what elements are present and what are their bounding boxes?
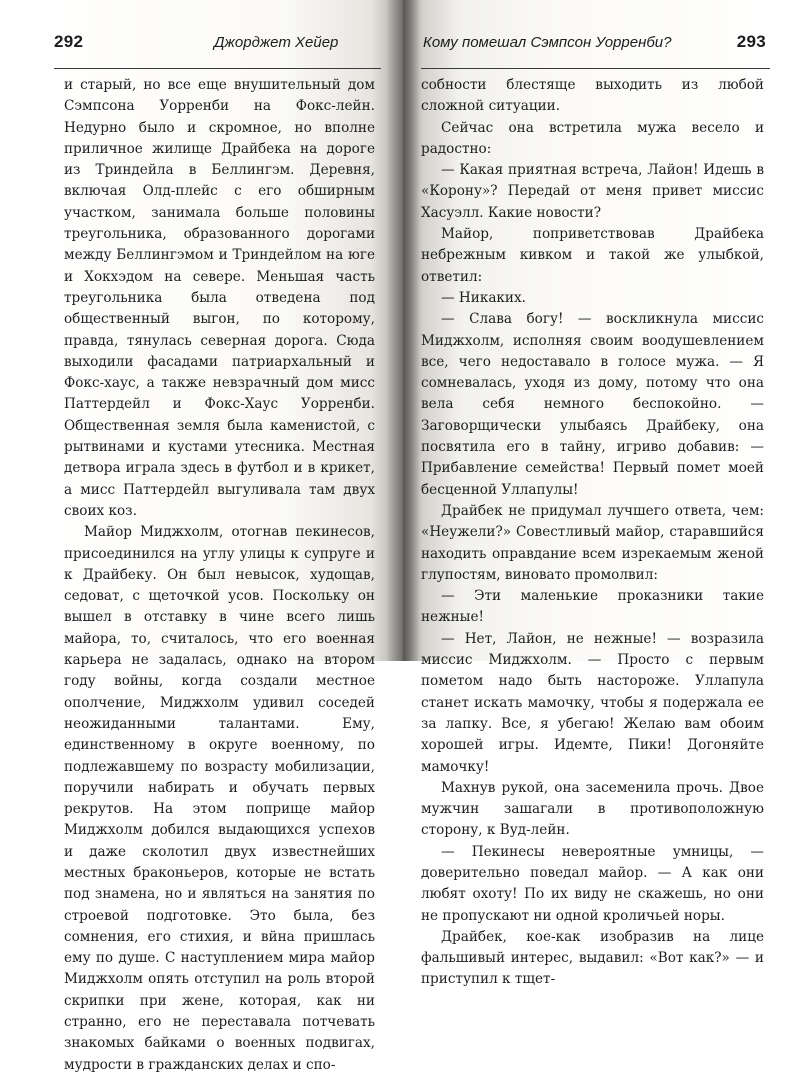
right-paragraph-5: — Никаких. <box>441 289 526 306</box>
left-page-number: 292 <box>54 32 84 51</box>
right-paragraph-6: — Слава богу! — воскликнула миссис Миджхолм, исполняя своим воодушевлением все, чего недоставало в голосе мужа. — Я сомневалась, уходя из дому, потому что она вела себя немного беспокойно. — Заговорщически улыбаясь Драйбеку, она посвятила его в тайну, игриво добавив: — Прибавление семейства! Первый помет моей бесценной Уллапулы! <box>421 311 764 498</box>
right-paragraph-12: Драйбек, кое-как изобразив на лице фальшивый интерес, выдавил: «Вот как?» — и приступил к тщет- <box>421 928 764 988</box>
right-body-text <box>421 75 764 991</box>
right-paragraph-8: — Эти маленькие проказники такие нежные! <box>421 588 764 626</box>
right-paragraph-7: Драйбек не придумал лучшего ответа, чем: «Неужели?» Совестливый майор, старавшийся находить оправдание всем изрекаемым женой глупостям, виновато промолвил: <box>421 502 764 583</box>
left-running-head <box>54 18 381 69</box>
left-body-text <box>64 75 375 1076</box>
right-paragraph-9: — Нет, Лайон, не нежные! — возразила миссис Миджхолм. — Просто с первым пометом надо быть настороже. Уллапула станет искать мамочку, чтобы я подержала ее за лапку. Все, я убегаю! Желаю вам обоим хорошей игры. Идемте, Пики! Догоняйте мамочку! <box>421 630 764 775</box>
right-running-head <box>421 18 770 69</box>
right-paragraph-3: — Какая приятная встреча, Лайон! Идешь в «Корону»? Передай от меня привет миссис Хасуэлл. Какие новости? <box>421 162 764 221</box>
right-paragraph-11: — Пекинесы невероятные умницы, — доверительно поведал майор. — А как они любят охоту! По их виду не скажешь, но они не пропускают ни одной кроличьей норы. <box>421 843 764 924</box>
right-paragraph-4: Майор, поприветствовав Драйбека небрежным кивком и такой же улыбкой, ответил: <box>421 226 764 285</box>
right-page-number: 293 <box>736 32 766 51</box>
right-running-head-title: Кому помешал Сэмпсон Уорренби? <box>423 34 672 51</box>
left-paragraph-1: и старый, но все еще внушительный дом Сэмпсона Уорренби на Фокс-лейн. Недурно было и скромное, но вполне приличное жилище Драйбека на дороге из Триндейла в Беллингэм. Деревня, включая Олд-плейс с его обширным участком, занимала больше половины треугольника, образованного дорогами между Беллингэмом и Триндейлом на юге и Хокхэдом на севере. Меньшая часть треугольника была отведена под общественный выгон, по которому, правда, тянулась северная дорога. Сюда выходили фасадами патриархальный и Фокс-хаус, а также невзрачный дом мисс Паттердейл и Фокс-Хаус Уорренби. Общественная земля была каменистой, с рытвинами и кустами утесника. Местная детвора играла здесь в футбол и в крикет, а мисс Паттердейл выгуливала там двух своих коз. <box>64 77 375 519</box>
right-paragraph-10: Махнув рукой, она засеменила прочь. Двое мужчин зашагали в противоположную сторону, к Вуд-лейн. <box>421 779 764 839</box>
right-paragraph-2: Сейчас она встретила мужа весело и радостно: <box>421 119 764 157</box>
right-paragraph-1: собности блестяще выходить из любой сложной ситуации. <box>421 77 764 115</box>
left-paragraph-2: Майор Миджхолм, отогнав пекинесов, присоединился на углу улицы к супруге и к Драйбеку. Он был невысок, худощав, седоват, с щеточкой усов. Поскольку он вышел в отставку в чине всего лишь майора, то, считалось, что его военная карьера не задалась, однако на втором году войны, когда создали местное ополчение, Миджхолм удивил соседей неожиданными талантами. Ему, единственному в округе военному, по подлежавшему по возрасту мобилизации, поручили набирать и обучать первых рекрутов. На этом поприще майор Миджхолм добился выдающихся успехов и даже сколотил двух известнейших местных браконьеров, которые не встать под знамена, но и являться на занятия по строевой подготовке. Это была, без сомнения, его стихия, и вйна пришлась ему по душе. С наступлением мира майор Миджхолм опять отступил на роль второй скрипки при жене, которая, как ни странно, его не переставала потчевать знакомых байками о военных подвигах, мудрости в гражданских делах и спо- <box>64 524 375 1073</box>
left-running-head-author: Джорджет Хейер <box>214 34 339 51</box>
right-page <box>403 0 800 988</box>
